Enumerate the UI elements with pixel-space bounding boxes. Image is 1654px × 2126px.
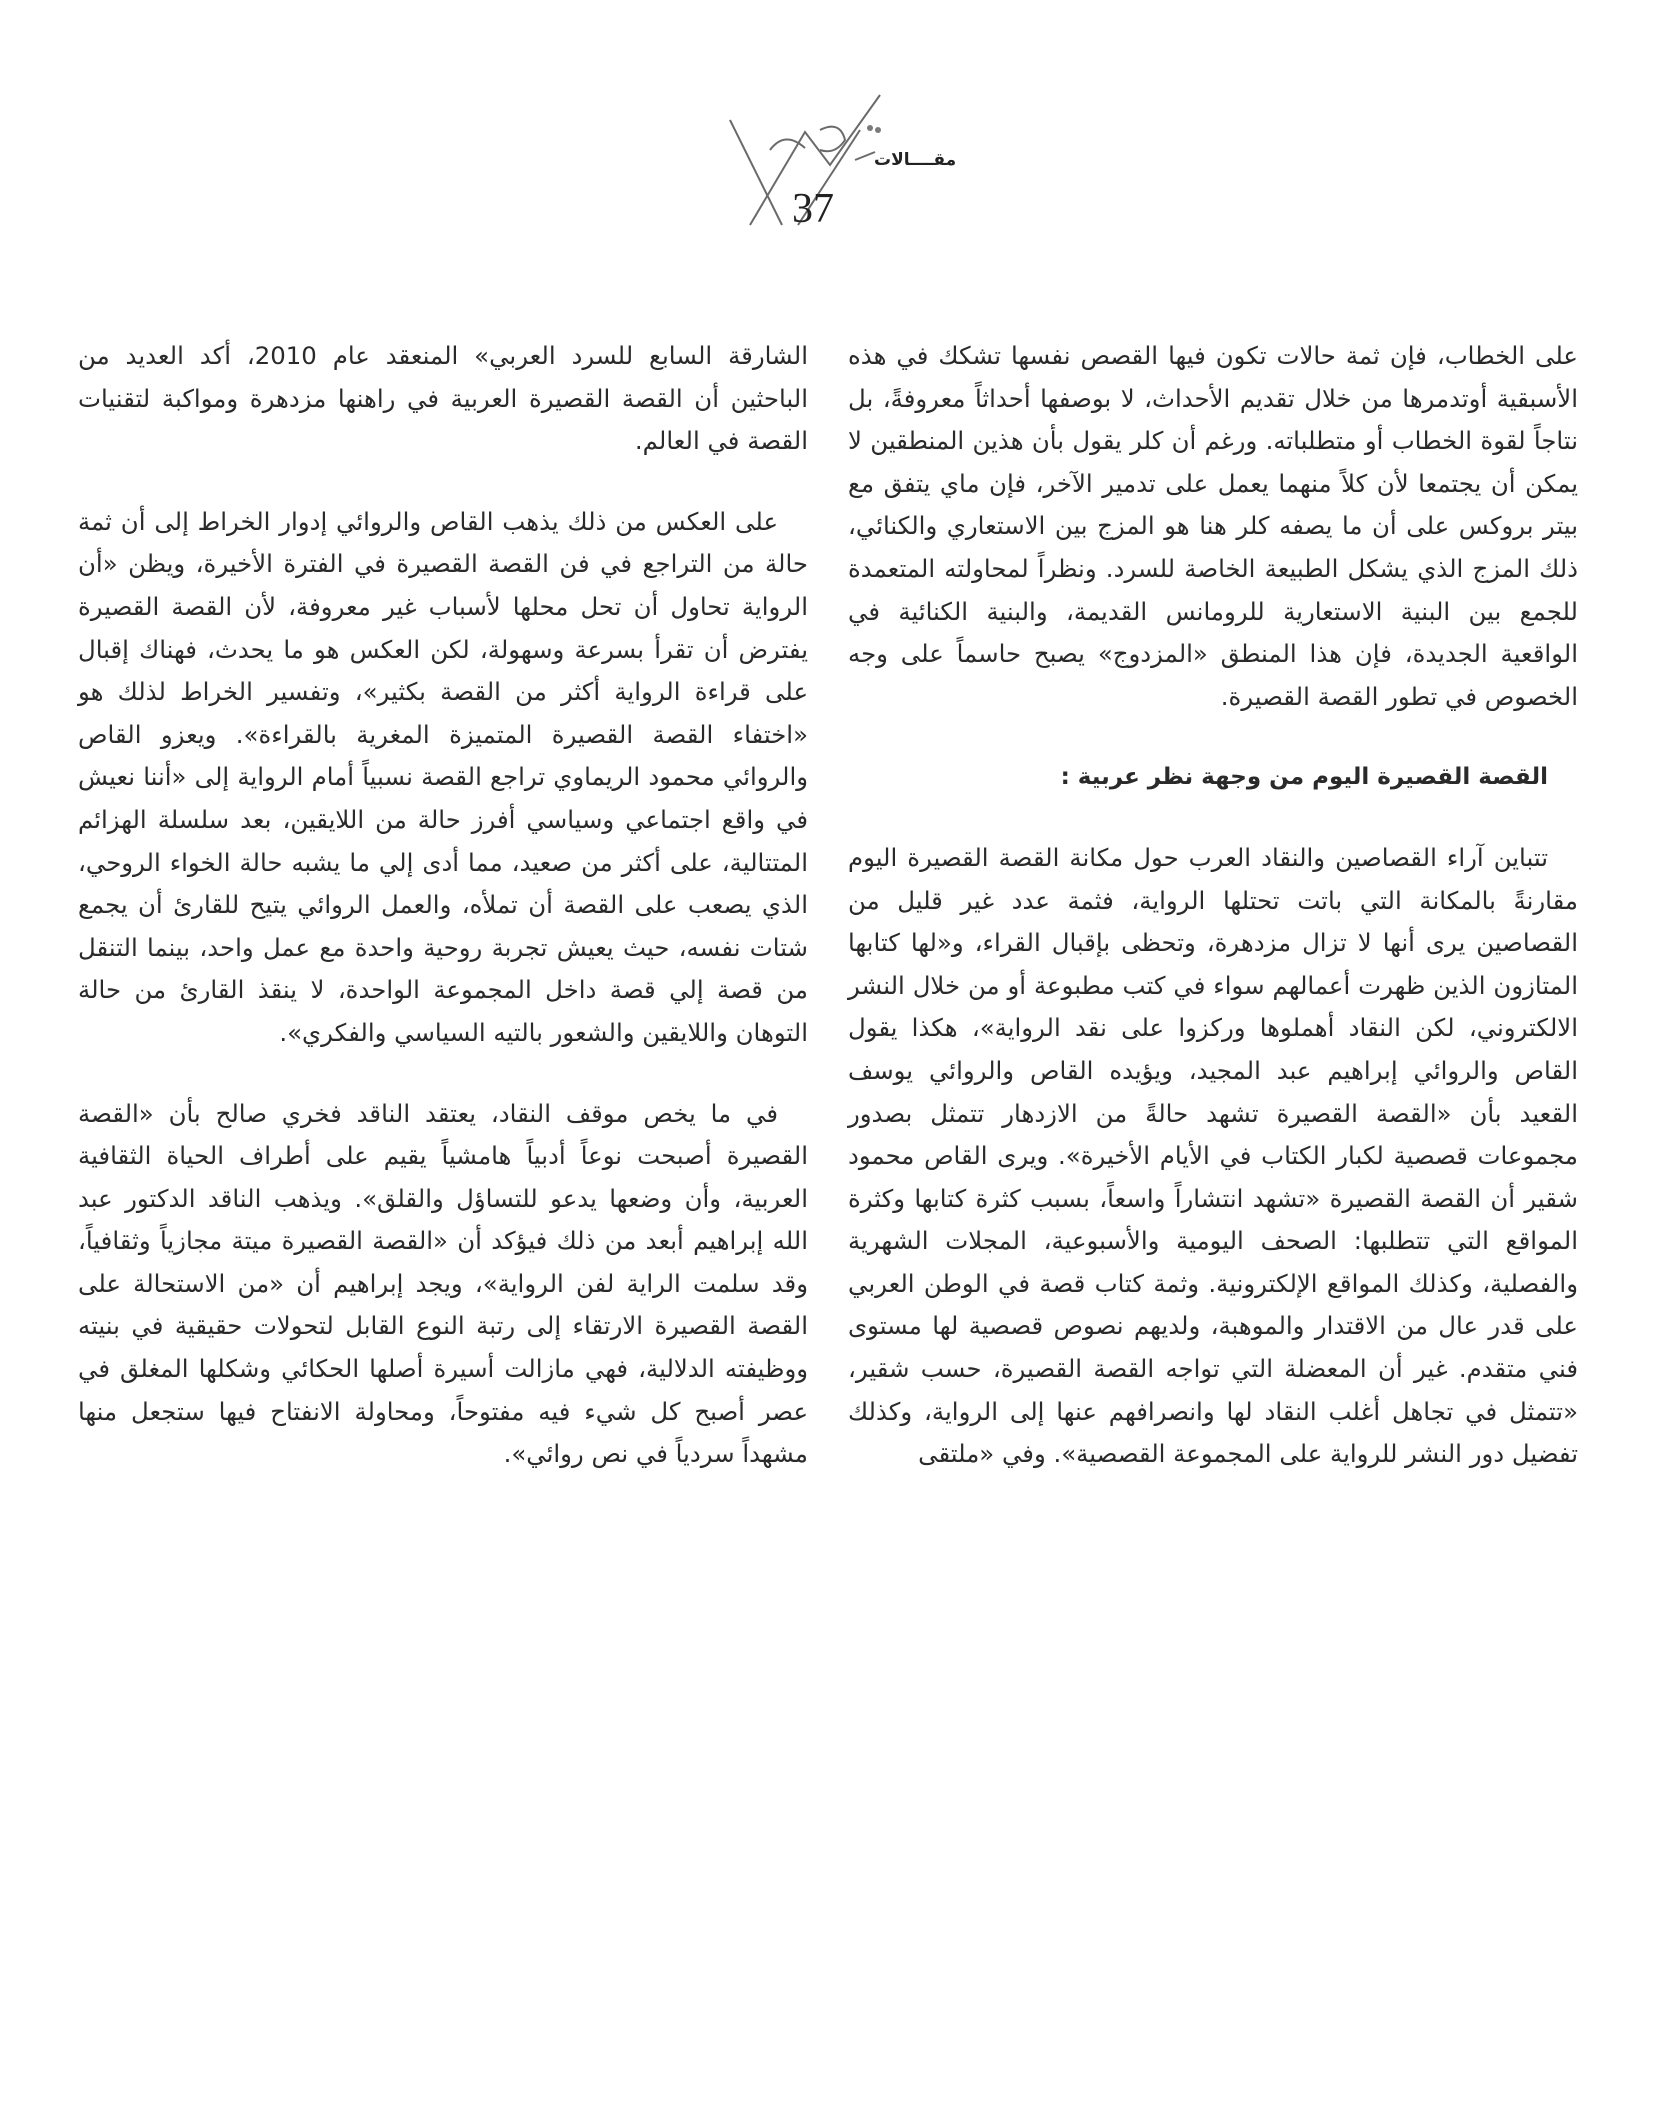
page-header (660, 90, 990, 240)
page-number: 37 (792, 186, 834, 232)
paragraph: على الخطاب، فإن ثمة حالات تكون فيها القصص نفسها تشكك في هذه الأسبقية أوتدمرها من خلال تقديم الأحداث، لا بوصفها أحداثاً معروفةً، بل نتاجاً لقوة الخطاب أو متطلباته. ورغم أن كلر يقول بأن هذين المنطقين لا يمكن أن يجتمعا لأن كلاً منهما يعمل على تدمير الآخر، فإن ماي يتفق مع بيتر بروكس على أن ما يصفه كلر هنا هو المزج بين الاستعاري والكنائي، ذلك المزج الذي يشكل الطبيعة الخاصة للسرد. ونظراً لمحاولته المتعمدة للجمع بين البنية الاستعارية للرومانس القديمة، والبنية الكنائية في الواقعية الجديدة، فإن هذا المنطق «المزدوج» يصبح حاسماً على وجه الخصوص في تطور القصة القصيرة. (848, 341, 1578, 711)
paragraph: في ما يخص موقف النقاد، يعتقد الناقد فخري صالح بأن «القصة القصيرة أصبحت نوعاً أدبياً هامشياً يقيم على أطراف الحياة الثقافية العربية، وأن وضعها يدعو للتساؤل والقلق». ويذهب الناقد الدكتور عبد الله إبراهيم أبعد من ذلك فيؤكد أن «القصة القصيرة ميتة مجازياً وثقافياً، وقد سلمت الراية لفن الرواية»، ويجد إبراهيم أن «من الاستحالة على القصة القصيرة الارتقاء إلى رتبة النوع القابل لتحولات حقيقية في بنيته ووظيفته الدلالية، فهي مازالت أسيرة أصلها الحكائي وشكلها المغلق في عصر أصبح كل شيء فيه مفتوحاً، ومحاولة الانفتاح فيها ستجعل منها مشهداً سردياً في نص روائي». (78, 1098, 808, 1469)
article-column-left (78, 335, 808, 1476)
paragraph: تتباين آراء القصاصين والنقاد العرب حول مكانة القصة القصيرة اليوم مقارنةً بالمكانة التي باتت تحتلها الرواية، فثمة عدد غير قليل من القصاصين يرى أنها لا تزال مزدهرة، وتحظى بإقبال القراء، و«لها كتابها المتازون الذين ظهرت أعمالهم سواء في كتب مطبوعة أو من خلال النشر الالكتروني، لكن النقاد أهملوها وركزوا على نقد الرواية»، هكذا يقول القاص والروائي إبراهيم عبد المجيد، ويؤيده القاص والروائي يوسف القعيد بأن «القصة القصيرة تشهد حالةً من الازدهار تتمثل بصدور مجموعات قصصية لكبار الكتاب في الأيام الأخيرة». ويرى القاص محمود شقير أن القصة القصيرة «تشهد انتشاراً واسعاً، بسبب كثرة كتابها وكثرة المواقع التي تتطلبها: الصحف اليومية والأسبوعية، المجلات الشهرية والفصلية، وكذلك المواقع الإلكترونية. وثمة كتاب قصة في الوطن العربي على قدر عال من الاقتدار والموهبة، ولديهم نصوص قصصية لها مستوى فني متقدم. غير أن المعضلة التي تواجه القصة القصيرة، حسب شقير، «تتمثل في تجاهل أغلب النقاد لها وانصرافهم عنها إلى الرواية، وكذلك تفضيل دور النشر للرواية على المجموعة القصصية». وفي «ملتقى (848, 842, 1578, 1469)
article-column-right (848, 335, 1578, 1476)
paragraph: على العكس من ذلك يذهب القاص والروائي إدوار الخراط إلى أن ثمة حالة من التراجع في فن القصة القصيرة في الفترة الأخيرة، ويظن «أن الرواية تحاول أن تحل محلها لأسباب غير معروفة، لأن القصة القصيرة يفترض أن تقرأ بسرعة وسهولة، لكن العكس هو ما يحدث، فهناك إقبال على قراءة الرواية أكثر من القصة بكثير»، وتفسير الخراط لذلك هو «اختفاء القصة القصيرة المتميزة المغرية بالقراءة». ويعزو القاص والروائي محمود الريماوي تراجع القصة نسبياً أمام الرواية إلى «أننا نعيش في واقع اجتماعي وسياسي أفرز حالة من اللايقين، بعد سلسلة الهزائم المتتالية، على أكثر من صعيد، مما أدى إلي ما يشبه حالة الخواء الروحي، الذي يصعب على القصة أن تملأه، والعمل الروائي يتيح للقارئ أن يجمع شتات نفسه، حيث يعيش تجربة روحية واحدة مع عمل واحد، بينما التنقل من قصة إلي قصة داخل المجموعة الواحدة، لا ينقذ القارئ من حالة التوهان واللايقين والشعور بالتيه السياسي والفكري». (78, 506, 808, 1047)
paragraph: الشارقة السابع للسرد العربي» المنعقد عام 2010، أكد العديد من الباحثين أن القصة القصيرة العربية في راهنها مزدهرة ومواكبة لتقنيات القصة في العالم. (78, 341, 808, 456)
section-label: مقــــالات (874, 150, 957, 170)
section-heading: القصة القصيرة اليوم من وجهة نظر عربية : (1060, 764, 1548, 791)
